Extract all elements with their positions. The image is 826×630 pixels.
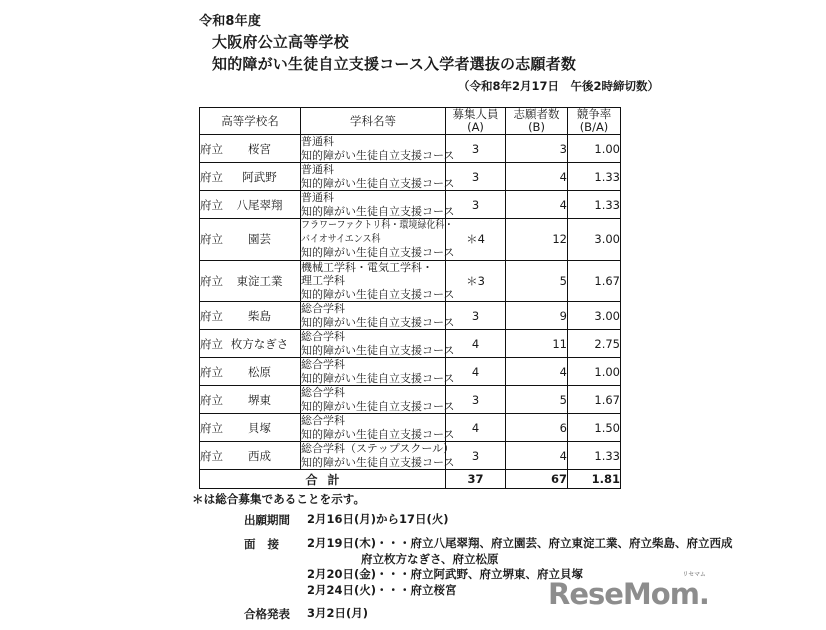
department-line: 総合学科 <box>301 414 345 427</box>
column-header-capacity-line2: (A) <box>467 120 484 134</box>
cell-school-name <box>200 358 301 386</box>
cell-ratio: 1.67 <box>568 260 621 302</box>
school-name-wrapper <box>200 392 300 408</box>
school-name-text: 園芸 <box>248 232 271 247</box>
cell-capacity: ＊4 <box>446 219 506 261</box>
column-header-department: 学科名等 <box>301 108 446 135</box>
department-line: 知的障がい生徒自立支援コース <box>301 204 455 218</box>
school-name-wrapper <box>200 420 300 436</box>
cell-applicants: 11 <box>506 330 568 358</box>
cell-applicants: 12 <box>506 219 568 261</box>
school-name-wrapper <box>200 197 300 213</box>
schedule-label-application: 出願期間 <box>244 513 290 527</box>
school-name-text: 貝塚 <box>248 420 271 435</box>
school-name-wrapper <box>200 231 300 247</box>
department-line: 知的障がい生徒自立支援コース <box>301 399 455 413</box>
cell-school-name <box>200 414 301 442</box>
cell-capacity: 3 <box>446 302 506 330</box>
cell-department <box>301 414 455 442</box>
cell-ratio: 1.33 <box>568 442 621 470</box>
total-capacity: 37 <box>446 470 506 489</box>
school-prefecture-label: 府立 <box>200 364 223 379</box>
cell-department <box>301 358 455 386</box>
schedule-label-result: 合格発表 <box>244 607 290 621</box>
school-name-wrapper <box>200 364 300 380</box>
cell-ratio: 1.67 <box>568 386 621 414</box>
total-ratio: 1.81 <box>568 470 621 489</box>
cell-capacity: 3 <box>446 191 506 219</box>
cell-applicants: 3 <box>506 135 568 163</box>
cell-applicants: 9 <box>506 302 568 330</box>
cell-school-name <box>200 219 301 261</box>
column-header-capacity <box>446 108 506 135</box>
school-name-text: 枚方なぎさ <box>230 336 289 351</box>
cell-applicants: 4 <box>506 191 568 219</box>
cell-department <box>301 260 455 302</box>
school-prefecture-label: 府立 <box>200 336 223 351</box>
interview-date-line-1: 2月19日(木)・・・府立八尾翠翔、府立園芸、府立東淀工業、府立柴島、府立西成 <box>307 536 733 550</box>
school-name-wrapper <box>200 336 300 352</box>
cell-department <box>301 135 455 163</box>
cell-ratio: 2.75 <box>568 330 621 358</box>
cell-school-name <box>200 135 301 163</box>
total-applicants: 67 <box>506 470 568 489</box>
table-body <box>200 135 621 470</box>
interview-date-line-2: 2月20日(金)・・・府立阿武野、府立堺東、府立貝塚 <box>307 567 584 581</box>
cell-capacity: 3 <box>446 135 506 163</box>
table-row <box>200 260 621 302</box>
school-name-wrapper <box>200 308 300 324</box>
department-line: 総合学科 <box>301 386 345 399</box>
page-title: 知的障がい生徒自立支援コース入学者選抜の志願者数 <box>212 55 577 73</box>
school-prefecture-label: 府立 <box>200 141 223 156</box>
school-prefecture-label: 府立 <box>200 392 223 407</box>
table-row <box>200 414 621 442</box>
interview-date-line-1-continued: 府立枚方なぎさ、府立松原 <box>361 551 499 566</box>
cell-ratio: 1.50 <box>568 414 621 442</box>
department-line: 知的障がい生徒自立支援コース <box>301 246 455 259</box>
column-header-ratio <box>568 108 621 135</box>
column-header-school: 高等学校名 <box>200 108 301 135</box>
cell-department <box>301 330 455 358</box>
department-line: フラワーファクトリ科・環境緑化科・ <box>301 220 454 231</box>
department-line: 総合学科 <box>301 302 345 315</box>
cell-department <box>301 386 455 414</box>
table-row <box>200 330 621 358</box>
school-name-wrapper <box>200 273 300 289</box>
schedule-value-application: 2月16日(月)から17日(火) <box>307 512 449 526</box>
school-name-text: 松原 <box>248 364 271 379</box>
cell-school-name <box>200 442 301 470</box>
cell-school-name <box>200 163 301 191</box>
department-line: 知的障がい生徒自立支援コース <box>301 148 455 162</box>
school-prefecture-label: 府立 <box>200 169 223 184</box>
department-line: 知的障がい生徒自立支援コース <box>301 371 455 385</box>
title-organization: 大阪府公立高等学校 <box>212 33 349 51</box>
column-header-applicants-line1: 志願者数 <box>513 107 560 121</box>
school-name-text: 桜宮 <box>248 141 271 156</box>
cell-school-name <box>200 302 301 330</box>
column-header-ratio-line1: 競争率 <box>576 107 612 121</box>
department-line: 総合学科 <box>301 358 345 371</box>
interview-date-line-3: 2月24日(火)・・・府立桜宮 <box>307 582 457 597</box>
resemom-watermark <box>548 572 709 611</box>
cell-school-name <box>200 191 301 219</box>
cell-capacity: 3 <box>446 442 506 470</box>
department-line: 普通科 <box>301 191 334 204</box>
department-line: 知的障がい生徒自立支援コース <box>301 315 455 329</box>
cell-ratio: 1.00 <box>568 358 621 386</box>
school-name-text: 東淀工業 <box>236 273 283 288</box>
cell-ratio: 1.00 <box>568 135 621 163</box>
column-header-applicants-line2: (B) <box>528 120 545 134</box>
document-title-block <box>199 12 659 95</box>
department-line: 知的障がい生徒自立支援コース <box>301 176 455 190</box>
cell-school-name <box>200 330 301 358</box>
cell-ratio: 1.33 <box>568 191 621 219</box>
school-prefecture-label: 府立 <box>200 232 223 247</box>
cell-department <box>301 219 455 261</box>
cell-applicants: 4 <box>506 163 568 191</box>
cell-school-name <box>200 386 301 414</box>
cell-department <box>301 302 455 330</box>
column-header-ratio-line2: (B/A) <box>579 120 609 134</box>
total-label: 合計 <box>200 470 446 489</box>
school-prefecture-label: 府立 <box>200 420 223 435</box>
school-name-text: 西成 <box>248 448 271 463</box>
cell-applicants: 6 <box>506 414 568 442</box>
schedule-label-interview: 面接 <box>244 537 291 551</box>
table-row <box>200 135 621 163</box>
cell-department <box>301 442 455 470</box>
watermark-kana: リセマム <box>682 572 706 578</box>
total-table <box>199 469 621 489</box>
cell-capacity: 4 <box>446 358 506 386</box>
cell-department <box>301 163 455 191</box>
table-row <box>200 219 621 261</box>
table-row <box>200 302 621 330</box>
table-row <box>200 358 621 386</box>
title-year: 令和8年度 <box>199 14 262 29</box>
school-prefecture-label: 府立 <box>200 273 223 288</box>
cell-applicants: 4 <box>506 358 568 386</box>
cell-capacity: ＊3 <box>446 260 506 302</box>
table-header-row <box>200 108 621 135</box>
department-line: 普通科 <box>301 163 334 176</box>
department-line: 普通科 <box>301 135 334 148</box>
department-line: バイオサイエンス科 <box>301 233 381 245</box>
schedule-row-application <box>244 512 684 528</box>
asterisk-note: ＊は総合募集であることを示す。 <box>192 492 366 506</box>
column-header-applicants <box>506 108 568 135</box>
cell-applicants: 5 <box>506 260 568 302</box>
school-name-text: 堺東 <box>248 392 271 407</box>
total-row <box>200 470 621 489</box>
schedule-value-result: 3月2日(月) <box>307 606 369 620</box>
school-name-text: 八尾翠翔 <box>236 197 283 212</box>
cell-capacity: 3 <box>446 163 506 191</box>
table-row <box>200 386 621 414</box>
department-line: 総合学科（ステップスクール） <box>301 442 455 455</box>
applicants-table <box>199 107 621 470</box>
department-line: 知的障がい生徒自立支援コース <box>301 455 455 469</box>
department-line: 知的障がい生徒自立支援コース <box>301 343 455 357</box>
cell-capacity: 4 <box>446 330 506 358</box>
department-line: 知的障がい生徒自立支援コース <box>301 427 455 441</box>
department-line: 理工学科 <box>301 274 345 287</box>
school-name-text: 阿武野 <box>242 169 277 184</box>
table-row <box>200 442 621 470</box>
table-row <box>200 163 621 191</box>
cell-capacity: 4 <box>446 414 506 442</box>
school-name-wrapper <box>200 448 300 464</box>
table-row <box>200 191 621 219</box>
cell-applicants: 4 <box>506 442 568 470</box>
school-name-wrapper <box>200 169 300 185</box>
department-line: 総合学科 <box>301 330 345 343</box>
cell-ratio: 3.00 <box>568 219 621 261</box>
cell-ratio: 3.00 <box>568 302 621 330</box>
school-prefecture-label: 府立 <box>200 308 223 323</box>
school-prefecture-label: 府立 <box>200 197 223 212</box>
department-line: 機械工学科・電気工学科・ <box>301 260 433 274</box>
cell-school-name <box>200 260 301 302</box>
cell-capacity: 3 <box>446 386 506 414</box>
school-name-wrapper <box>200 141 300 157</box>
title-subtitle-deadline: （令和8年2月17日 午後2時締切数） <box>457 79 659 93</box>
cell-ratio: 1.33 <box>568 163 621 191</box>
school-name-text: 柴島 <box>248 308 271 323</box>
school-prefecture-label: 府立 <box>200 448 223 463</box>
cell-applicants: 5 <box>506 386 568 414</box>
cell-department <box>301 191 455 219</box>
column-header-capacity-line1: 募集人員 <box>452 107 499 121</box>
watermark-text: ReseMom. <box>548 577 709 611</box>
department-line: 知的障がい生徒自立支援コース <box>301 287 455 301</box>
